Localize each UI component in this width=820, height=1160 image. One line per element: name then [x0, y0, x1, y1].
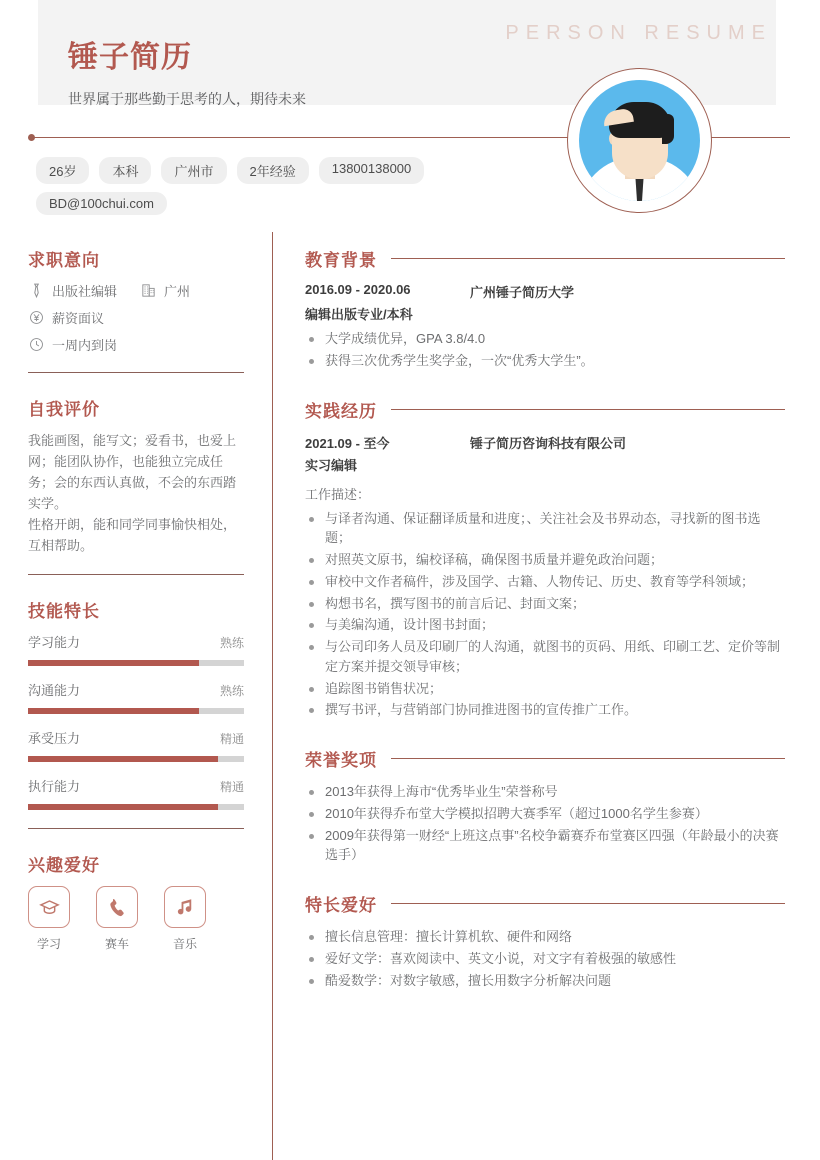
skill-item [28, 776, 244, 810]
skill-progress-fill [28, 708, 199, 714]
list-item: 擅长信息管理：擅长计算机软、硬件和网络 [305, 927, 785, 947]
header-watermark: PERSON RESUME [505, 22, 772, 44]
list-item: 审校中文作者稿件，涉及国学、古籍、人物传记、历史、教育等学科领域； [305, 572, 785, 592]
skill-header [28, 680, 244, 699]
sidebar [28, 246, 244, 974]
skill-item [28, 728, 244, 762]
job-intent-city-label: 广州 [164, 284, 191, 299]
section-header-specialty [305, 891, 785, 916]
tag-degree: 本科 [99, 157, 151, 184]
column-divider [272, 232, 273, 1160]
skill-name: 承受压力 [28, 731, 81, 747]
skill-name: 学习能力 [28, 635, 81, 651]
list-item: 构想书名，撰写图书的前言后记、封面文案； [305, 594, 785, 614]
job-intent-position-label: 出版社编辑 [52, 284, 118, 299]
list-item: 2009年获得第一财经“上班这点事”名校争霸赛乔布堂赛区四强（年龄最小的决赛选手） [305, 826, 785, 866]
education-major: 编辑出版专业/本科 [305, 307, 413, 322]
tag-city: 广州市 [161, 157, 226, 184]
section-job-intent [28, 246, 244, 373]
skill-progress-track [28, 660, 244, 666]
honors-bullets [305, 782, 785, 865]
experience-role: 实习编辑 [305, 457, 358, 473]
skill-header [28, 728, 244, 747]
header-slogan: 世界属于那些勤于思考的人，期待未来 [68, 91, 306, 107]
education-bullets [305, 329, 785, 371]
list-item: 获得三次优秀学生奖学金，一次“优秀大学生”。 [305, 351, 785, 371]
section-specialty [305, 891, 785, 990]
education-date: 2016.09 - 2020.06 [305, 282, 411, 297]
tag-phone: 13800138000 [319, 157, 425, 184]
section-title-hobbies: 兴趣爱好 [28, 856, 100, 876]
avatar-illustration [579, 80, 700, 201]
skill-name: 执行能力 [28, 779, 81, 795]
section-title-job-intent: 求职意向 [28, 251, 100, 270]
skill-progress-track [28, 804, 244, 810]
section-education [305, 246, 785, 371]
section-rule [391, 258, 785, 259]
hobby-item-racing [96, 886, 138, 952]
experience-note: 工作描述： [305, 486, 371, 502]
skill-header [28, 632, 244, 651]
list-item: 2013年获得上海市“优秀毕业生”荣誉称号 [305, 782, 785, 802]
list-item: 对照英文原书，编校译稿，确保图书质量并避免政治问题； [305, 550, 785, 570]
list-item: 与公司印务人员及印刷厂的人沟通，就图书的页码、用纸、印刷工艺、定价等制定方案并提交领导审核； [305, 637, 785, 677]
section-title-specialty: 特长爱好 [305, 896, 377, 915]
tie-icon [28, 282, 45, 299]
skill-level: 精通 [219, 780, 244, 795]
list-item: 2010年获得乔布堂大学模拟招聘大赛季军（超过1000名学生参赛） [305, 804, 785, 824]
tag-age: 26岁 [36, 157, 89, 184]
list-item: 大学成绩优异，GPA 3.8/4.0 [305, 329, 785, 349]
skill-level: 熟练 [219, 636, 244, 651]
experience-company: 锤子简历咨询科技有限公司 [470, 435, 627, 451]
experience-meta [305, 433, 785, 452]
section-rule [391, 903, 785, 904]
hobby-label: 赛车 [104, 937, 129, 952]
contact-tags [36, 157, 556, 223]
skill-name: 沟通能力 [28, 683, 81, 699]
section-title-honors: 荣誉奖项 [305, 751, 377, 770]
section-hobbies [28, 851, 244, 952]
job-intent-position [28, 281, 117, 300]
section-header-honors [305, 746, 785, 771]
sidebar-divider-1 [28, 372, 244, 373]
section-honors [305, 746, 785, 865]
graduation-cap-icon [28, 886, 70, 928]
section-rule [391, 758, 785, 759]
section-header-experience [305, 397, 785, 422]
hobby-item-study [28, 886, 70, 952]
avatar [567, 68, 712, 213]
job-intent-row-arrival [28, 335, 244, 354]
page-title: 锤子简历 [68, 41, 192, 74]
list-item: 追踪图书销售状况； [305, 679, 785, 699]
section-experience [305, 397, 785, 721]
section-skills [28, 597, 244, 829]
skill-progress-track [28, 708, 244, 714]
contact-tags-row-1 [36, 157, 556, 184]
music-note-icon [164, 886, 206, 928]
education-school: 广州锤子简历大学 [470, 285, 575, 300]
section-header-education [305, 246, 785, 271]
job-intent-salary-label: 薪资面议 [52, 311, 105, 326]
hobby-item-music [164, 886, 206, 952]
skill-header [28, 776, 244, 795]
section-rule [391, 409, 785, 410]
yen-circle-icon [28, 309, 45, 326]
phone-icon [96, 886, 138, 928]
header-divider-dot [28, 134, 35, 141]
experience-date: 2021.09 - 至今 [305, 435, 390, 451]
hobby-label: 学习 [36, 937, 61, 952]
section-title-experience: 实践经历 [305, 401, 377, 421]
skill-level: 精通 [219, 732, 244, 747]
list-item: 爱好文学：喜欢阅读中、英文小说，对文字有着极强的敏感性 [305, 949, 785, 969]
tag-experience: 2年经验 [237, 157, 309, 184]
skill-progress-fill [28, 660, 199, 666]
main-content [305, 246, 785, 1016]
sidebar-divider-2 [28, 574, 244, 575]
job-intent-arrival-label: 一周内到岗 [52, 338, 118, 353]
list-item: 酷爱数学：对数字敏感，擅长用数字分析解决问题 [305, 971, 785, 991]
contact-tags-row-2 [36, 192, 556, 215]
skill-item [28, 632, 244, 666]
education-meta [305, 282, 785, 301]
experience-bullets [305, 509, 785, 721]
job-intent-row-position [28, 281, 244, 300]
job-intent-row-salary [28, 308, 244, 327]
skill-progress-fill [28, 804, 218, 810]
self-evaluation-paragraph-1: 我能画图，能写文；爱看书，也爱上网；能团队协作，也能独立完成任务；会的东西认真做，不会的东西踏实学。 [28, 433, 237, 512]
list-item: 与译者沟通、保证翻译质量和进度；、关注社会及书界动态，寻找新的图书选题； [305, 509, 785, 549]
job-intent-city [140, 281, 190, 300]
building-icon [140, 282, 157, 299]
skill-level: 熟练 [219, 684, 244, 699]
skill-progress-fill [28, 756, 218, 762]
skill-progress-track [28, 756, 244, 762]
sidebar-divider-3 [28, 828, 244, 829]
self-evaluation-paragraph-2: 性格开朗，能和同学同事愉快相处，互相帮助。 [28, 517, 237, 554]
specialty-bullets [305, 927, 785, 990]
section-title-self-evaluation: 自我评价 [28, 400, 100, 419]
hobby-list [28, 886, 244, 952]
section-title-education: 教育背景 [305, 251, 377, 270]
list-item: 撰写书评，与营销部门协同推进图书的宣传推广工作。 [305, 700, 785, 720]
hobby-label: 音乐 [172, 937, 197, 952]
list-item: 与美编沟通，设计图书封面； [305, 615, 785, 635]
section-title-skills: 技能特长 [28, 602, 100, 622]
tag-email: BD@100chui.com [36, 192, 167, 215]
skill-item [28, 680, 244, 714]
clock-icon [28, 336, 45, 353]
section-self-evaluation [28, 395, 244, 575]
